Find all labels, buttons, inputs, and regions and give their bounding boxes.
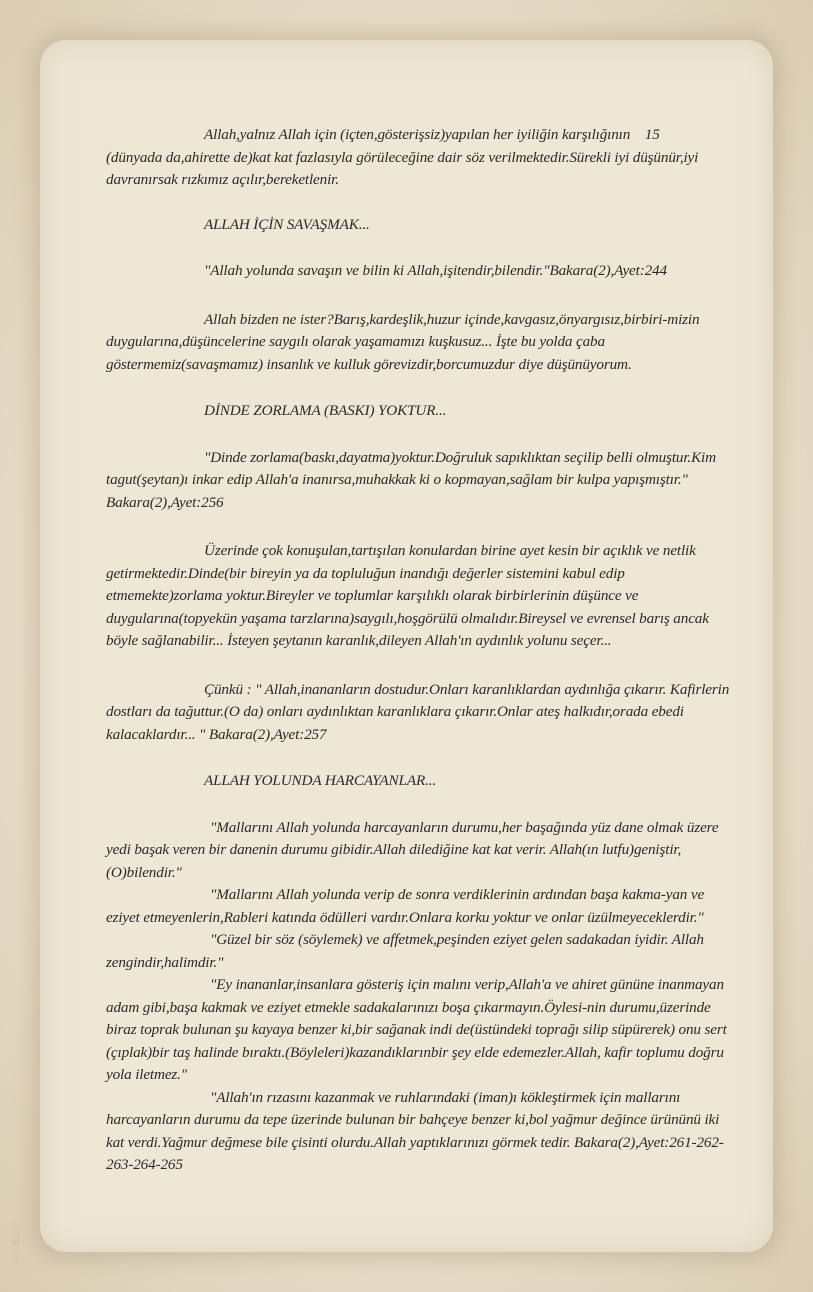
quote-harcayanlar-1: "Mallarını Allah yolunda harcayanların durumu,her başağında yüz dane olmak üzere yedi başak veren bir danenin durumu gibidir.Allah dilediğine kat kat verir. Allah(ın lutfu)geniştir,(O)bilendir."	[106, 818, 719, 881]
heading-dinde-zorlama: DİNDE ZORLAMA (BASKI) YOKTUR...	[204, 402, 447, 419]
quote-harcayanlar-4: "Ey inananlar,insanlara gösteriş için malını verip,Allah'a ve ahiret gününe inanmayan adam gibi,başa kakmak ve eziyet etmekle sadakalarınızı boşa çıkarmayın.Öylesi-nin durumu,üzerinde biraz toprak bulunan şu kayaya benzer ki,bir sağanak indi de(üstündeki toprağı silip süpürerek) onu sert (çıplak)bir taş halinde bıraktı.(Böyleleri)kazandıklarınbir şey elde edemezler.Allah, kafir toplumu doğru yola iletmez."	[106, 976, 727, 1083]
quote-bakara-257: Çünkü : " Allah,inananların dostudur.Onları karanlıklardan aydınlığa çıkarır. Kafirlerin dostları da tağuttur.(O da) onları aydınlıktan karanlıklara çıkarır.Onlar ateş halkıdır,orada ebedi kalacaklardır... " Bakara(2),Ayet:257	[106, 680, 730, 743]
heading-allah-icin-savasmak: ALLAH İÇİN SAVAŞMAK...	[204, 215, 370, 233]
quote-harcayanlar-5: "Allah'ın rızasını kazanmak ve ruhlarındaki (iman)ı kökleştirmek için mallarını harcayanların durumu da tepe üzerinde bulunan bir bahçeye benzer ki,bol yağmur değince ürününü iki kat verdi.Yağmur değmese bile çisinti olurdu.Allah yaptıklarınızı görmek tedir. Bakara(2),Ayet:261-262-263-264-265	[106, 1088, 724, 1173]
quote-harcayanlar-2: "Mallarını Allah yolunda verip de sonra verdiklerinin ardından başa kakma-yan ve eziyet etmeyenlerin,Rableri katında ödülleri vardır.Onlara korku yoktur ve onlar üzülmeyeceklerdir."	[106, 886, 705, 926]
page-number: 15	[644, 126, 660, 143]
signature: el Bilir	[10, 1221, 22, 1260]
paragraph-baris: Allah bizden ne ister?Barış,kardeşlik,huzur içinde,kavgasız,önyargısız,birbiri-mizin duygularına,düşüncelerine saygılı olarak yaşamamızı kuşkusuz... İşte bu yolda çaba göstermemiz(savaşmamız) insanlık ve kulluk görevizdir,borcumuzdur diye düşünüyorum.	[106, 310, 700, 373]
document-body	[106, 124, 736, 1177]
heading-allah-yolunda-harcayanlar: ALLAH YOLUNDA HARCAYANLAR...	[204, 772, 437, 789]
quote-bakara-244: "Allah yolunda savaşın ve bilin ki Allah,işitendir,bilendir."Bakara(2),Ayet:244	[204, 262, 667, 279]
paragraph-dinde-zorlama: Üzerinde çok konuşulan,tartışılan konulardan birine ayet kesin bir açıklık ve netlik getirmektedir.Dinde(bir bireyin ya da topluluğun inandığı değerler sistemini kabul edip etmemekte)zorlama yoktur.Bireyler ve toplumlar karşılıklı olarak birbirlerinin düşünce ve duygularına(topyekün yaşama tarzlarına)saygılı,hoşgörülü olmalıdır.Bireysel ve evrensel barış ancak böyle sağlanabilir... İsteyen şeytanın karanlık,dileyen Allah'ın aydınlık yolunu seçer...	[106, 542, 709, 649]
quote-harcayanlar-3: "Güzel bir söz (söylemek) ve affetmek,peşinden eziyet gelen sadakadan iyidir. Allah zengindir,halimdir."	[106, 931, 704, 971]
paragraph-intro: (dünyada da,ahirette de)kat kat fazlasıyla görüleceğine dair söz verilmektedir.Sürekli iyi düşünür,iyi davranırsak rızkımız açılır,bereketlenir.	[106, 148, 699, 188]
quote-bakara-256: "Dinde zorlama(baskı,dayatma)yoktur.Doğruluk sapıklıktan seçilip belli olmuştur.Kim tagut(şeytan)ı inkar edip Allah'a inanırsa,muhakkak ki o kopmayan,sağlam bir kulpa yapışmıştır." Bakara(2),Ayet:256	[106, 448, 716, 511]
paragraph-intro-first-line: Allah,yalnız Allah için (içten,gösterişsiz)yapılan her iyiliğin karşılığının 15	[204, 126, 660, 143]
